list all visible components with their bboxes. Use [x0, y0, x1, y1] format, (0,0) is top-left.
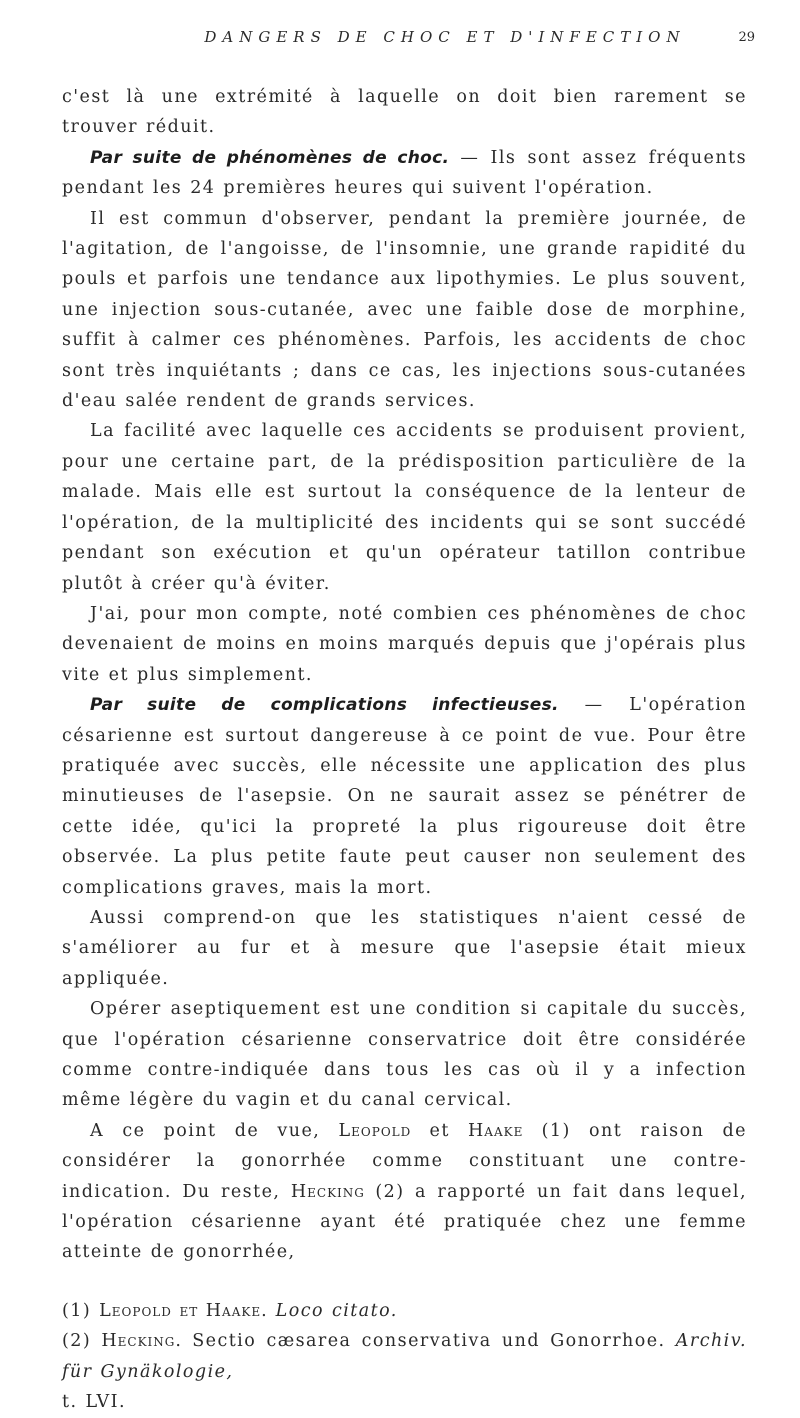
- footnote-2-author: Hecking.: [101, 1331, 182, 1352]
- paragraph-8: Opérer aseptiquement est une condition si capitale du succès, que l'opération césarienne conservatrice doit être considérée comme contre-indiquée dans tous les cas où il y a infection même légère du vagin et du canal cervical.: [62, 999, 747, 1111]
- author-name-hecking: Hecking: [290, 1181, 365, 1202]
- paragraph-5: J'ai, pour mon compte, noté combien ces phénomènes de choc devenaient de moins en moins marqués depuis que j'opérais plus vite et plus simplement.: [62, 603, 747, 685]
- footnote-2-volume: t. LVI.: [62, 1392, 126, 1413]
- footnote-1-number: (1): [62, 1301, 100, 1321]
- running-title: DANGERS DE CHOC ET D'INFECTION: [204, 28, 686, 46]
- paragraph-1: c'est là une extrémité à laquelle on doit bien rarement se trouver réduit.: [62, 87, 747, 138]
- section-heading-infection: Par suite de complications infectieuses.: [90, 695, 559, 716]
- running-head: [60, 24, 755, 54]
- page-number: 29: [738, 30, 755, 45]
- footnote-1-authors: Leopold et Haake.: [99, 1301, 268, 1321]
- footnote-1: [62, 1296, 747, 1326]
- paragraph-7: Aussi comprend-on que les statistiques n'aient cessé de s'améliorer au fur et à mesure que l'asepsie était mieux appliquée.: [62, 907, 747, 989]
- paragraph-9-b: et: [411, 1120, 469, 1141]
- author-name-leopold: Leopold: [338, 1120, 412, 1141]
- paragraph-6-text: — L'opération césarienne est surtout dangereuse à ce point de vue. Pour être pratiquée avec succès, elle nécessite une application des plus minutieuses de l'asepsie. On ne saurait assez se pénétrer de cette idée, qu'ici la propreté la plus rigoureuse doit être observée. La plus petite faute peut causer non seulement des complications graves, mais la mort.: [62, 695, 748, 898]
- section-heading-choc: Par suite de phénomènes de choc.: [90, 147, 450, 168]
- footnote-2-title: Sectio cæsarea conservativa und Gonorrhoe.: [181, 1331, 676, 1352]
- footnote-2: [62, 1326, 747, 1387]
- footnote-2-number: (2): [62, 1331, 102, 1352]
- author-name-haake: Haake: [468, 1120, 524, 1141]
- body-text: [62, 82, 747, 1268]
- footnotes: [62, 1296, 747, 1418]
- paragraph-9-a: A ce point de vue,: [90, 1120, 339, 1141]
- paragraph-9-c: (1) ont raison de considérer la gonorrhée comme constituant une contre-indication. Du reste,: [62, 1120, 747, 1202]
- paragraph-9-d: (2) a rapporté un fait dans lequel, l'opération césarienne ayant été pratiquée chez une femme atteinte de gonorrhée,: [62, 1181, 747, 1263]
- footnote-2-journal: Archiv. für Gynäkologie,: [62, 1331, 747, 1382]
- paragraph-2-text: — Ils sont assez fréquents pendant les 24 premières heures qui suivent l'opération.: [62, 147, 747, 199]
- paragraph-2: [62, 143, 747, 204]
- footnote-1-reference: Loco citato.: [267, 1301, 398, 1321]
- paragraph-3: Il est commun d'observer, pendant la première journée, de l'agitation, de l'angoisse, de l'insomnie, une grande rapidité du pouls et parfois une tendance aux lipothymies. Le plus souvent, une injection sous-cutanée, avec une faible dose de morphine, suffit à calmer ces phénomènes. Parfois, les accidents de choc sont très inquiétants ; dans ce cas, les injections sous-cutanées d'eau salée rendent de grands services.: [62, 208, 747, 412]
- paragraph-9: [62, 1116, 747, 1268]
- paragraph-6: [62, 690, 747, 903]
- paragraph-4: La facilité avec laquelle ces accidents se produisent provient, pour une certaine part, de la prédisposition particulière de la malade. Mais elle est surtout la conséquence de la lenteur de l'opération, de la multiplicité des incidents qui se sont succédé pendant son exécution et qu'un opérateur tatillon contribue plutôt à créer qu'à éviter.: [62, 421, 747, 594]
